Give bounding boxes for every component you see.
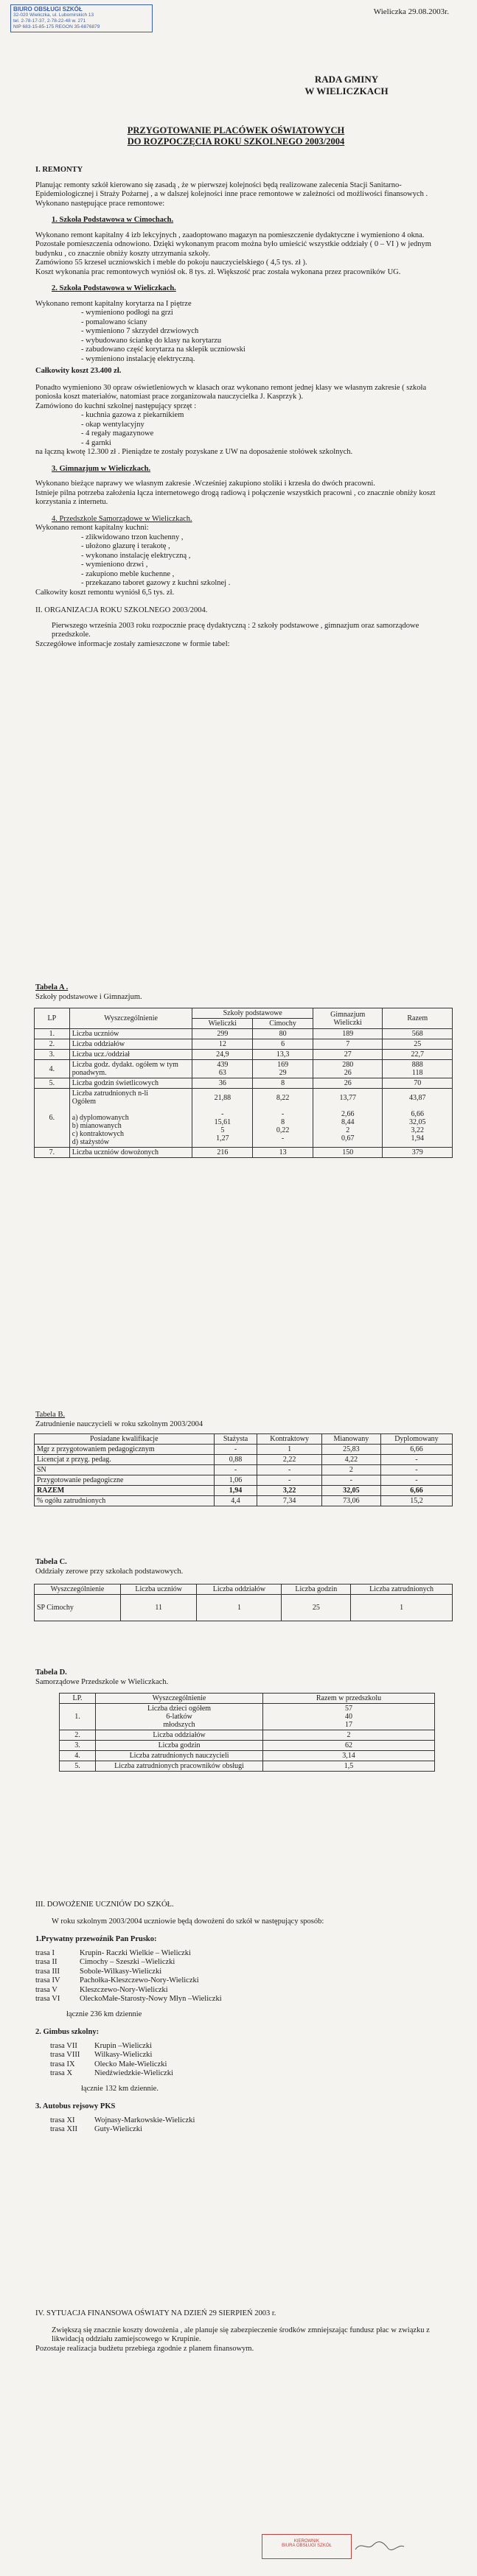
route-item — [50, 2042, 448, 2052]
table-b-caption — [35, 1411, 203, 1429]
route-item — [50, 2060, 448, 2070]
list-item: - wymieniono instalację elektryczną. — [81, 355, 448, 365]
table-cell: Liczba godz. dydakt. ogółem w tym ponadwym. — [69, 1060, 192, 1078]
table-cell: Liczba godzin świetlicowych — [69, 1078, 192, 1089]
handwritten-signature — [354, 2539, 405, 2552]
table-cell: 568 — [383, 1029, 453, 1039]
table-title: Tabela A . — [35, 983, 69, 992]
table-cell: Liczba zatrudnionych pracowników obsługi — [96, 1761, 263, 1772]
paragraph: Wykonano bieżące naprawy we własnym zakresie .Wcześniej zakupiono stoliki i krzesła do dwóch pracowni. — [35, 480, 375, 488]
table-cell: 4,4 — [214, 1496, 257, 1506]
section-heading: III. DOWOŻENIE UCZNIÓW DO SZKÓŁ. — [35, 1901, 174, 1909]
route-path: Kleszczewo-Nory-Wieliczki — [80, 1985, 168, 1994]
route-path: Sobole-Wilkasy-Wieliczki — [80, 1967, 162, 1976]
table-cell: - — [257, 1465, 321, 1475]
route-path: Olecko Małe-Wieliczki — [94, 2060, 167, 2068]
table-cell: Liczba oddziałów — [96, 1730, 263, 1741]
table-row — [35, 1455, 453, 1465]
table-title: Tabela C. — [35, 1558, 67, 1566]
route-item — [50, 2069, 448, 2079]
office-stamp — [10, 4, 153, 32]
table-cell: 12 — [192, 1039, 253, 1050]
route-number: trasa VI — [35, 1995, 60, 2003]
column-header: Szkoły podstawowe — [192, 1008, 313, 1019]
column-header: Dyplomowany — [380, 1434, 452, 1445]
table-title: Tabela D. — [35, 1668, 67, 1677]
route-list — [35, 2116, 448, 2135]
paragraph: Zamówiono do kuchni szkolnej następujący sprzęt : — [35, 401, 197, 410]
table-cell: 13,77 2,66 8,44 2 0,67 — [313, 1089, 383, 1148]
table-row — [35, 1029, 453, 1039]
route-item — [35, 1949, 448, 1959]
table-cell: 80 — [253, 1029, 313, 1039]
table-row — [35, 1445, 453, 1455]
addressee — [295, 74, 398, 97]
table-cell: 4,22 — [321, 1455, 380, 1465]
table-cell: 1,06 — [214, 1475, 257, 1486]
route-item — [35, 1995, 448, 2004]
section-heading: II. ORGANIZACJA ROKU SZKOLNEGO 2003/2004. — [35, 606, 208, 614]
table-cell: Liczba uczniów dowożonych — [69, 1148, 192, 1158]
route-item — [50, 2051, 448, 2060]
paragraph: Szczegółowe informacje zostały zamieszczone w formie tabel: — [35, 639, 230, 648]
table-cell: 26 — [313, 1078, 383, 1089]
column-header: Razem w przedszkolu — [263, 1694, 435, 1704]
subsection-title: 1. Szkoła Podstawowa w Cimochach. — [52, 216, 174, 224]
table-cell: 3,14 — [263, 1751, 435, 1761]
table-subtitle: Szkoły podstawowe i Gimnazjum. — [35, 992, 142, 1001]
column-header: Liczba godzin — [282, 1584, 351, 1595]
section-heading: I. REMONTY — [35, 166, 83, 174]
table-cell: - — [380, 1475, 452, 1486]
paragraph: Ponadto wymieniono 30 opraw oświetleniowych w klasach oraz wykonano remont jednej klasy we własnym zakresie ( szkoła poniosła koszt materiałów, natomiast prace zorganizowała nauczycielka J. Kasprzyk ). — [35, 383, 427, 401]
table-cell: 2 — [321, 1465, 380, 1475]
route-path: Wojnasy-Markowskie-Wieliczki — [94, 2116, 195, 2124]
table-cell: 2. — [60, 1730, 96, 1741]
route-item — [50, 2116, 448, 2126]
table-subtitle: Zatrudnienie nauczycieli w roku szkolnym 2003/2004 — [35, 1419, 203, 1428]
table-cell: SN — [35, 1465, 215, 1475]
route-number: trasa V — [35, 1985, 58, 1994]
section-heading: IV. SYTUACJA FINANSOWA OŚWIATY NA DZIEŃ 29 SIERPIEŃ 2003 r. — [35, 2309, 276, 2317]
paragraph: Wykonano remont kapitalny 4 izb lekcyjnych , zaadoptowano magazyn na pomieszczenie dydaktyczne i wymieniono 4 okna. Pozostałe pomieszczenia odnowiono. Dzięki wykonanym pracom można było umieścić wszystkie oddziały ( 0 – VI ) w jednym budynku , co znacznie obniży koszty utrzymania szkoły. — [35, 231, 431, 258]
subsection-title: 2. Szkoła Podstawowa w Wieliczkach. — [52, 284, 176, 292]
table-row — [60, 1730, 435, 1741]
route-number: trasa IV — [35, 1976, 60, 1984]
table-cell: 57 40 17 — [263, 1704, 435, 1730]
document-date: Wieliczka 29.08.2003r. — [373, 7, 449, 16]
route-number: trasa XII — [50, 2125, 78, 2133]
column-header: Wyszczególnienie — [35, 1584, 121, 1595]
table-cell: 36 — [192, 1078, 253, 1089]
table-cell: 62 — [263, 1741, 435, 1751]
table-cell: 8,22 - 8 0,22 - — [253, 1089, 313, 1148]
list — [35, 533, 448, 589]
manager-stamp — [262, 2534, 352, 2559]
section-finanse — [35, 2309, 448, 2354]
route-item — [35, 1976, 448, 1986]
table-cell: 7 — [313, 1039, 383, 1050]
column-header: Stażysta — [214, 1434, 257, 1445]
table-cell: 4. — [60, 1751, 96, 1761]
table-cell: 1. — [35, 1029, 70, 1039]
paragraph: Pierwszego września 2003 roku rozpocznie pracę dydaktyczną : 2 szkoły podstawowe , gimnazjum oraz samorządowe przedszkole. — [52, 621, 419, 639]
paragraph: Pozostaje realizacja budżetu przebiega zgodnie z planem finansowym. — [35, 2344, 254, 2353]
paragraph: W roku szkolnym 2003/2004 uczniowie będą dowożeni do szkół w następujący sposób: — [52, 1917, 324, 1926]
paragraph: Wykonano remont kapitalny korytarza na I piętrze — [35, 299, 192, 308]
table-cell: 1 — [257, 1445, 321, 1455]
addressee-line: W WIELICZKACH — [304, 85, 389, 96]
table-title: Tabela B. — [35, 1411, 66, 1419]
paragraph: na łączną kwotę 12.300 zł . Pieniądze te zostały pozyskane z UW na doposażenie stołówek szkolnych. — [35, 448, 353, 456]
table-row — [60, 1704, 435, 1730]
table-cell: Liczba dzieci ogółem 6-latków młodszych — [96, 1704, 263, 1730]
table-cell: 2 — [263, 1730, 435, 1741]
table-cell: Licencjat z przyg. pedag. — [35, 1455, 215, 1465]
route-number: trasa I — [35, 1948, 55, 1957]
list-item: - zakupiono meble kuchenne , — [81, 570, 448, 580]
subsection-title: 1.Prywatny przewoźnik Pan Prusko: — [35, 1935, 157, 1943]
table-cell: 73,06 — [321, 1496, 380, 1506]
table-cell: 13 — [253, 1148, 313, 1158]
table-a-caption — [35, 983, 142, 1002]
table-cell: 189 — [313, 1029, 383, 1039]
route-path: Krupin –Wieliczki — [94, 2041, 153, 2050]
table-d-caption — [35, 1668, 168, 1687]
addressee-line: RADA GMINY — [314, 74, 379, 85]
table-cell: - — [321, 1475, 380, 1486]
stamp-line: KIEROWNIK — [293, 2539, 320, 2544]
stamp-line: BIURO OBSŁUGI SZKÓŁ — [13, 6, 83, 13]
subsection-title: 2. Gimbus szkolny: — [35, 2028, 100, 2036]
column-header: Liczba uczniów — [120, 1584, 197, 1595]
table-cell: 7,34 — [257, 1496, 321, 1506]
subsection-title: 3. Autobus rejsowy PKS — [35, 2102, 116, 2110]
table-cell: 24,9 — [192, 1050, 253, 1060]
route-total: łącznie 132 km dziennie. — [81, 2084, 159, 2093]
table-cell: 21,88 - 15,61 5 1,27 — [192, 1089, 253, 1148]
route-item — [35, 1958, 448, 1968]
list-item: - ułożono glazurę i terakotę , — [81, 542, 448, 552]
list — [35, 411, 448, 448]
table-cell: 169 29 — [253, 1060, 313, 1078]
list-item: - okap wentylacyjny — [81, 421, 448, 430]
column-header: Posiadane kwalifikacje — [35, 1434, 215, 1445]
table-cell: 8 — [253, 1078, 313, 1089]
table-cell: 5. — [60, 1761, 96, 1772]
table-cell: 32,05 — [321, 1486, 380, 1496]
list-item: - wymieniono podłogi na grzi — [81, 309, 448, 318]
title-line: DO ROZPOCZĘCIA ROKU SZKOLNEGO 2003/2004 — [127, 136, 345, 147]
table-cell: 280 26 — [313, 1060, 383, 1078]
table-cell: 11 — [120, 1595, 197, 1621]
column-header: Gimnazjum Wieliczki — [313, 1008, 383, 1029]
route-path: Guty-Wieliczki — [94, 2125, 142, 2133]
table-row — [60, 1751, 435, 1761]
table-cell: 379 — [383, 1148, 453, 1158]
route-number: trasa IX — [50, 2060, 75, 2068]
table-row — [35, 1486, 453, 1496]
column-header: Wyszczególnienie — [96, 1694, 263, 1704]
table-cell: 1. — [60, 1704, 96, 1730]
stamp-line: BIURA OBSŁUGI SZKÓŁ — [282, 2544, 332, 2548]
list — [35, 309, 448, 364]
route-item — [35, 1968, 448, 1977]
route-path: OleckoMałe-Starosty-Nowy Młyn –Wieliczki — [80, 1995, 222, 2003]
list-item: - pomalowano ściany — [81, 318, 448, 328]
table-cell: - — [380, 1455, 452, 1465]
table-cell: - — [214, 1465, 257, 1475]
table-row — [35, 1465, 453, 1475]
route-item — [50, 2125, 448, 2135]
paragraph: Koszt wykonania prac remontowych wyniósł ok. 8 tys. zł. Większość prac została wykonana przez pracowników UG. — [35, 267, 401, 276]
route-number: trasa II — [35, 1958, 58, 1966]
route-path: Niedźwiedzkie-Wieliczki — [94, 2069, 173, 2077]
table-row — [35, 1039, 453, 1050]
column-header: Wyszczególnienie — [69, 1008, 192, 1029]
route-total: łącznie 236 km dziennie — [66, 2010, 142, 2018]
stamp-line: NIP 683-15-85-175 REGON 35-6876879 — [13, 24, 100, 29]
list-item: - zlikwidowano trzon kuchenny , — [81, 533, 448, 543]
table-cell: 6,66 — [380, 1445, 452, 1455]
paragraph: Planując remonty szkół kierowano się zasadą , że w pierwszej kolejności będą realizowane zalecenia Stacji Sanitarno-Epidemiologicznej i Straży Pożarnej , a w dalszej kolejności inne prace remontowe w zależności od możliwości finansowych . — [35, 180, 428, 198]
stamp-line: tel. 2-78-17-37, 2-78-22-48 w. 271 — [13, 18, 86, 24]
route-item — [35, 1986, 448, 1996]
table-cell: 43,87 6,66 32,05 3,22 1,94 — [383, 1089, 453, 1148]
column-header: Liczba zatrudnionych — [351, 1584, 453, 1595]
column-header: Wieliczki — [192, 1019, 253, 1029]
route-list — [35, 1949, 448, 2004]
table-row — [35, 1496, 453, 1506]
column-header: LP — [35, 1008, 70, 1029]
title-line: PRZYGOTOWANIE PLACÓWEK OŚWIATOWYCH — [127, 125, 345, 136]
list-item: - wymieniono drzwi , — [81, 561, 448, 570]
stamp-line: 32-020 Wieliczka, ul. Lubomirskich 13 — [13, 13, 94, 18]
table-cell: 3,22 — [257, 1486, 321, 1496]
table-cell: 25 — [282, 1595, 351, 1621]
paragraph: Zwiększą się znacznie koszty dowożenia , ale planuje się zabezpieczenie środków zmniejszając fundusz płac w związku z likwidacją oddziału zamiejscowego w Krupinie. — [52, 2326, 430, 2343]
table-cell: 5. — [35, 1078, 70, 1089]
table-row — [60, 1741, 435, 1751]
table-cell: Liczba zatrudnionych nauczycieli — [96, 1751, 263, 1761]
table-c-caption — [35, 1558, 183, 1576]
document-title — [44, 125, 428, 147]
table-b — [34, 1433, 453, 1506]
route-number: trasa XI — [50, 2116, 75, 2124]
table-cell: Mgr z przygotowaniem pedagogicznym — [35, 1445, 215, 1455]
table-d — [59, 1693, 435, 1772]
subsection-title: 4. Przedszkole Samorządowe w Wieliczkach. — [52, 514, 192, 523]
table-row — [35, 1078, 453, 1089]
section-remonty — [35, 166, 448, 649]
table-cell: Liczba oddziałów — [69, 1039, 192, 1050]
table-cell: 25,83 — [321, 1445, 380, 1455]
table-cell: 4. — [35, 1060, 70, 1078]
table-cell: 15,2 — [380, 1496, 452, 1506]
table-cell: 27 — [313, 1050, 383, 1060]
table-cell: Liczba zatrudnionych n-li Ogółem a) dyplomowanych b) mianowanych c) kontraktowych d) stażystów — [69, 1089, 192, 1148]
table-c — [34, 1584, 453, 1621]
table-subtitle: Samorządowe Przedszkole w Wieliczkach. — [35, 1677, 169, 1686]
column-header: Razem — [383, 1008, 453, 1029]
table-cell: 2,22 — [257, 1455, 321, 1465]
table-a — [34, 1008, 453, 1158]
section-dowozenie — [35, 1901, 448, 2135]
table-cell: 6. — [35, 1089, 70, 1148]
route-number: trasa VIII — [50, 2051, 80, 2059]
route-number: trasa III — [35, 1967, 60, 1976]
table-cell: 7. — [35, 1148, 70, 1158]
list-item: - wymieniono 7 skrzydeł drzwiowych — [81, 327, 448, 337]
table-cell: Liczba godzin — [96, 1741, 263, 1751]
column-header: Kontraktowy — [257, 1434, 321, 1445]
table-cell: SP Cimochy — [35, 1595, 121, 1621]
table-cell: - — [380, 1465, 452, 1475]
list-item: - wykonano instalację elektryczną , — [81, 552, 448, 561]
table-cell: 2. — [35, 1039, 70, 1050]
column-header: Cimochy — [253, 1019, 313, 1029]
list-item: - zabudowano część korytarza na sklepik uczniowski — [81, 345, 448, 355]
table-cell: 1 — [351, 1595, 453, 1621]
table-cell: Liczba ucz./oddział — [69, 1050, 192, 1060]
table-cell: 3. — [35, 1050, 70, 1060]
table-cell: - — [257, 1475, 321, 1486]
table-cell: 1 — [197, 1595, 282, 1621]
table-cell: 70 — [383, 1078, 453, 1089]
list-item: - 4 garnki — [81, 439, 448, 449]
cost-line: Całkowity koszt 23.400 zł. — [35, 367, 122, 375]
table-cell: - — [214, 1445, 257, 1455]
table-cell: 150 — [313, 1148, 383, 1158]
paragraph: Całkowity koszt remontu wyniósł 6,5 tys. zł. — [35, 588, 175, 597]
table-cell: 6,66 — [380, 1486, 452, 1496]
column-header: Liczba oddziałów — [197, 1584, 282, 1595]
route-list — [35, 2042, 448, 2079]
route-number: trasa VII — [50, 2041, 77, 2050]
route-path: Cimochy – Szeszki –Wieliczki — [80, 1958, 175, 1966]
table-cell: Liczba uczniów — [69, 1029, 192, 1039]
list-item: - 4 regały magazynowe — [81, 429, 448, 439]
table-cell: 25 — [383, 1039, 453, 1050]
table-cell: 299 — [192, 1029, 253, 1039]
table-cell: 13,3 — [253, 1050, 313, 1060]
paragraph: Zamówiono 55 krzeseł uczniowskich i meble do pokoju nauczycielskiego ( 4,5 tys. zł ). — [35, 259, 307, 267]
list-item: - kuchnia gazowa z piekarnikiem — [81, 411, 448, 421]
table-row — [35, 1050, 453, 1060]
table-cell: 439 63 — [192, 1060, 253, 1078]
table-cell: Przygotowanie pedagogiczne — [35, 1475, 215, 1486]
table-cell: 3. — [60, 1741, 96, 1751]
paragraph: Wykonano remont kapitalny kuchni: — [35, 524, 149, 532]
table-row — [60, 1761, 435, 1772]
table-cell: 1,5 — [263, 1761, 435, 1772]
table-row — [35, 1089, 453, 1148]
table-cell: 216 — [192, 1148, 253, 1158]
column-header: Mianowany — [321, 1434, 380, 1445]
paragraph: Istnieje pilna potrzeba założenia łącza internetowego drogą radiową i połączenie wszystkich pracowni , co znacznie obniży koszt korzystania z internetu. — [35, 488, 436, 506]
table-subtitle: Oddziały zerowe przy szkołach podstawowych. — [35, 1567, 184, 1576]
route-path: Krupin- Raczki Wielkie – Wieliczki — [80, 1948, 191, 1957]
table-row — [35, 1060, 453, 1078]
list-item: - przekazano taboret gazowy z kuchni szkolnej . — [81, 579, 448, 589]
route-number: trasa X — [50, 2069, 73, 2077]
column-header: LP. — [60, 1694, 96, 1704]
table-cell: 6 — [253, 1039, 313, 1050]
table-cell: 0,88 — [214, 1455, 257, 1465]
table-cell: 888 118 — [383, 1060, 453, 1078]
route-path: Pachołka-Kleszczewo-Nory-Wieliczki — [80, 1976, 199, 1984]
table-cell: RAZEM — [35, 1486, 215, 1496]
route-path: Wilkasy-Wieliczki — [94, 2051, 153, 2059]
paragraph: Wykonano następujące prace remontowe: — [35, 199, 165, 208]
table-cell: 22,7 — [383, 1050, 453, 1060]
table-cell: % ogółu zatrudnionych — [35, 1496, 215, 1506]
table-cell: 1,94 — [214, 1486, 257, 1496]
table-row — [35, 1148, 453, 1158]
table-row — [35, 1475, 453, 1486]
list-item: - wybudowano ściankę do klasy na korytarzu — [81, 337, 448, 346]
subsection-title: 3. Gimnazjum w Wieliczkach. — [52, 464, 151, 473]
